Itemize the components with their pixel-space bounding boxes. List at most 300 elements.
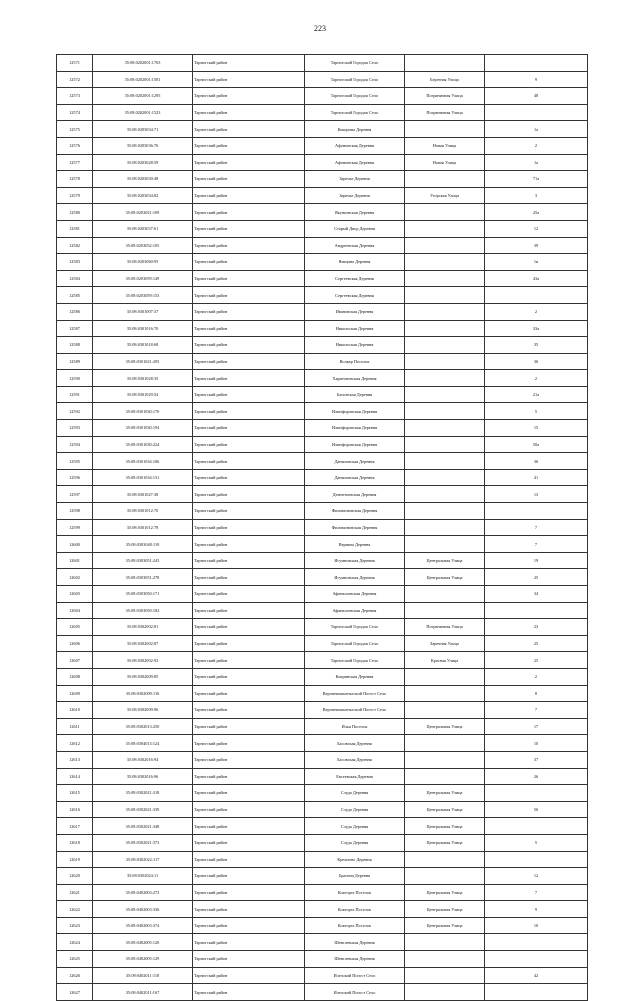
- street-cell: [405, 486, 485, 503]
- house-number-cell: 9: [485, 901, 588, 918]
- house-number-cell: 2: [485, 370, 588, 387]
- cadastral-number-cell: 35:08:0302021:348: [93, 818, 193, 835]
- cadastral-number-cell: 35:08:0301012:78: [93, 519, 193, 536]
- cadastral-number-cell: 35:08:0203059:149: [93, 270, 193, 287]
- table-row: [57, 154, 588, 171]
- house-number-cell: 33а: [485, 320, 588, 337]
- street-cell: [405, 204, 485, 221]
- table-row: [57, 303, 588, 320]
- table-row: [57, 951, 588, 968]
- cadastral-number-cell: 35:08:0402003:273: [93, 884, 193, 901]
- table-row: [57, 55, 588, 72]
- district-cell: Тарногский район: [193, 469, 305, 486]
- table-row: [57, 519, 588, 536]
- street-cell: Центральная Улица: [405, 901, 485, 918]
- cadastral-number-cell: 35:08:0301030:194: [93, 420, 193, 437]
- street-cell: Пограничная Улица: [405, 104, 485, 121]
- row-number-cell: 12588: [57, 337, 93, 354]
- table-row: [57, 785, 588, 802]
- cadastral-number-cell: 35:08:0302021:339: [93, 801, 193, 818]
- cadastral-number-cell: 35:08:0301034:131: [93, 469, 193, 486]
- row-number-cell: 12580: [57, 204, 93, 221]
- table-row: [57, 602, 588, 619]
- row-number-cell: 12612: [57, 735, 93, 752]
- locality-cell: Басовская Деревня: [305, 751, 405, 768]
- district-cell: Тарногский район: [193, 71, 305, 88]
- district-cell: Тарногский район: [193, 171, 305, 188]
- street-cell: Новая Улица: [405, 137, 485, 154]
- row-number-cell: 12573: [57, 88, 93, 105]
- street-cell: Центральная Улица: [405, 552, 485, 569]
- street-cell: [405, 320, 485, 337]
- street-cell: [405, 237, 485, 254]
- cadastral-number-cell: 35:08:0402003:374: [93, 917, 193, 934]
- cadastral-number-cell: 35:08:0302021:373: [93, 834, 193, 851]
- street-cell: [405, 934, 485, 951]
- row-number-cell: 12598: [57, 503, 93, 520]
- district-cell: Тарногский район: [193, 403, 305, 420]
- house-number-cell: 41: [485, 469, 588, 486]
- table-row: [57, 171, 588, 188]
- locality-cell: Слуда Деревня: [305, 801, 405, 818]
- district-cell: Тарногский район: [193, 270, 305, 287]
- locality-cell: Шевелевская Деревня: [305, 934, 405, 951]
- district-cell: Тарногский район: [193, 586, 305, 603]
- house-number-cell: 7: [485, 519, 588, 536]
- table-row: [57, 751, 588, 768]
- cadastral-number-cell: 35:08:0203021:109: [93, 204, 193, 221]
- table-row: [57, 104, 588, 121]
- street-cell: [405, 967, 485, 984]
- row-number-cell: 12601: [57, 552, 93, 569]
- table-row: [57, 187, 588, 204]
- street-cell: [405, 220, 485, 237]
- row-number-cell: 12609: [57, 685, 93, 702]
- district-cell: Тарногский район: [193, 536, 305, 553]
- table-row: [57, 254, 588, 271]
- street-cell: [405, 55, 485, 72]
- row-number-cell: 12590: [57, 370, 93, 387]
- district-cell: Тарногский район: [193, 967, 305, 984]
- street-cell: Пограничная Улица: [405, 88, 485, 105]
- street-cell: [405, 121, 485, 138]
- table-row: [57, 851, 588, 868]
- locality-cell: Сергеевская Деревня: [305, 270, 405, 287]
- row-number-cell: 12578: [57, 171, 93, 188]
- locality-cell: Тарногский Городок Село: [305, 71, 405, 88]
- house-number-cell: 43а: [485, 270, 588, 287]
- row-number-cell: 12575: [57, 121, 93, 138]
- house-number-cell: 2: [485, 137, 588, 154]
- row-number-cell: 12582: [57, 237, 93, 254]
- house-number-cell: [485, 602, 588, 619]
- district-cell: Тарногский район: [193, 353, 305, 370]
- row-number-cell: 12619: [57, 851, 93, 868]
- locality-cell: Верхнекокшеньгский Погост Село: [305, 702, 405, 719]
- locality-cell: Слуда Деревня: [305, 834, 405, 851]
- house-number-cell: 50а: [485, 436, 588, 453]
- row-number-cell: 12587: [57, 320, 93, 337]
- street-cell: [405, 469, 485, 486]
- row-number-cell: 12577: [57, 154, 93, 171]
- locality-cell: Верхнекокшеньгский Погост Село: [305, 685, 405, 702]
- cadastral-number-cell: 35:08:0203059:153: [93, 287, 193, 304]
- district-cell: Тарногский район: [193, 917, 305, 934]
- locality-cell: Заречье Деревня: [305, 171, 405, 188]
- table-row: [57, 503, 588, 520]
- row-number-cell: 12607: [57, 652, 93, 669]
- district-cell: Тарногский район: [193, 287, 305, 304]
- cadastral-number-cell: 35:08:0203060:95: [93, 254, 193, 271]
- street-cell: Заречная Улица: [405, 635, 485, 652]
- street-cell: Березная Улица: [405, 71, 485, 88]
- street-cell: [405, 851, 485, 868]
- district-cell: Тарногский район: [193, 320, 305, 337]
- house-number-cell: 9: [485, 71, 588, 88]
- table-row: [57, 287, 588, 304]
- table-row: [57, 204, 588, 221]
- table-row: [57, 668, 588, 685]
- table-row: [57, 420, 588, 437]
- street-cell: Центральная Улица: [405, 718, 485, 735]
- row-number-cell: 12576: [57, 137, 93, 154]
- locality-cell: Тарногский Городок Село: [305, 88, 405, 105]
- street-cell: [405, 868, 485, 885]
- row-number-cell: 12591: [57, 386, 93, 403]
- house-number-cell: 1а: [485, 154, 588, 171]
- locality-cell: Шевелевская Деревня: [305, 951, 405, 968]
- row-number-cell: 12620: [57, 868, 93, 885]
- locality-cell: Волкар Поселок: [305, 353, 405, 370]
- district-cell: Тарногский район: [193, 751, 305, 768]
- cadastral-number-cell: 35:08:0202001:1581: [93, 71, 193, 88]
- house-number-cell: 2: [485, 303, 588, 320]
- district-cell: Тарногский район: [193, 884, 305, 901]
- street-cell: [405, 951, 485, 968]
- house-number-cell: 2: [485, 668, 588, 685]
- street-cell: [405, 270, 485, 287]
- table-row: [57, 320, 588, 337]
- table-row: [57, 934, 588, 951]
- locality-cell: Дементьевская Деревня: [305, 486, 405, 503]
- row-number-cell: 12617: [57, 818, 93, 835]
- district-cell: Тарногский район: [193, 735, 305, 752]
- district-cell: Тарногский район: [193, 55, 305, 72]
- street-cell: [405, 668, 485, 685]
- cadastral-number-cell: 35:08:0203052:105: [93, 237, 193, 254]
- locality-cell: Тарногский Городок Село: [305, 635, 405, 652]
- house-number-cell: 5: [485, 403, 588, 420]
- row-number-cell: 12585: [57, 287, 93, 304]
- locality-cell: Слуда Деревня: [305, 818, 405, 835]
- address-registry-table: [56, 54, 588, 1001]
- row-number-cell: 12599: [57, 519, 93, 536]
- row-number-cell: 12584: [57, 270, 93, 287]
- locality-cell: Илинфоровская Деревня: [305, 436, 405, 453]
- cadastral-number-cell: 35:08:0402003:336: [93, 901, 193, 918]
- cadastral-number-cell: 35:08:0402005:129: [93, 951, 193, 968]
- cadastral-number-cell: 35:08:0302009:116: [93, 685, 193, 702]
- locality-cell: Афанасьевская Деревня: [305, 602, 405, 619]
- row-number-cell: 12600: [57, 536, 93, 553]
- row-number-cell: 12614: [57, 768, 93, 785]
- cadastral-number-cell: 35:08:0303050:182: [93, 602, 193, 619]
- page-number: 223: [314, 24, 326, 33]
- table-row: [57, 619, 588, 636]
- street-cell: [405, 602, 485, 619]
- cadastral-number-cell: 35:08:0303048:110: [93, 536, 193, 553]
- row-number-cell: 12627: [57, 984, 93, 1001]
- house-number-cell: [485, 934, 588, 951]
- locality-cell: Даниловская Деревня: [305, 453, 405, 470]
- house-number-cell: 36: [485, 353, 588, 370]
- row-number-cell: 12616: [57, 801, 93, 818]
- house-number-cell: 25: [485, 652, 588, 669]
- cadastral-number-cell: 35:08:0202001:1523: [93, 104, 193, 121]
- locality-cell: Филимоновская Деревня: [305, 503, 405, 520]
- street-cell: Красная Улица: [405, 652, 485, 669]
- street-cell: [405, 403, 485, 420]
- locality-cell: Тарногский Городок Село: [305, 619, 405, 636]
- table-row: [57, 901, 588, 918]
- row-number-cell: 12615: [57, 785, 93, 802]
- cadastral-number-cell: 35:08:0402011:118: [93, 967, 193, 984]
- street-cell: Центральная Улица: [405, 884, 485, 901]
- row-number-cell: 12618: [57, 834, 93, 851]
- row-number-cell: 12608: [57, 668, 93, 685]
- cadastral-number-cell: 35:08:0301012:70: [93, 503, 193, 520]
- house-number-cell: 19: [485, 552, 588, 569]
- house-number-cell: [485, 104, 588, 121]
- street-cell: [405, 420, 485, 437]
- cadastral-number-cell: 35:08:0303050:171: [93, 586, 193, 603]
- district-cell: Тарногский район: [193, 486, 305, 503]
- house-number-cell: 10: [485, 735, 588, 752]
- district-cell: Тарногский район: [193, 420, 305, 437]
- district-cell: Тарногский район: [193, 104, 305, 121]
- street-cell: [405, 436, 485, 453]
- house-number-cell: [485, 818, 588, 835]
- street-cell: Центральная Улица: [405, 785, 485, 802]
- street-cell: Угорская Улица: [405, 187, 485, 204]
- row-number-cell: 12571: [57, 55, 93, 72]
- table-row: [57, 403, 588, 420]
- row-number-cell: 12603: [57, 586, 93, 603]
- row-number-cell: 12594: [57, 436, 93, 453]
- house-number-cell: 25а: [485, 204, 588, 221]
- row-number-cell: 12602: [57, 569, 93, 586]
- district-cell: Тарногский район: [193, 552, 305, 569]
- row-number-cell: 12613: [57, 751, 93, 768]
- locality-cell: Кремлево Деревня: [305, 851, 405, 868]
- table-row: [57, 353, 588, 370]
- house-number-cell: 3: [485, 187, 588, 204]
- row-number-cell: 12586: [57, 303, 93, 320]
- district-cell: Тарногский район: [193, 801, 305, 818]
- house-number-cell: 36: [485, 453, 588, 470]
- district-cell: Тарногский район: [193, 602, 305, 619]
- cadastral-number-cell: 35:08:0203030:48: [93, 171, 193, 188]
- table-row: [57, 337, 588, 354]
- district-cell: Тарногский район: [193, 619, 305, 636]
- district-cell: Тарногский район: [193, 453, 305, 470]
- district-cell: Тарногский район: [193, 718, 305, 735]
- street-cell: [405, 586, 485, 603]
- district-cell: Тарногский район: [193, 818, 305, 835]
- table-row: [57, 486, 588, 503]
- row-number-cell: 12589: [57, 353, 93, 370]
- table-row: [57, 137, 588, 154]
- locality-cell: Кокорина Деревня: [305, 121, 405, 138]
- row-number-cell: 12611: [57, 718, 93, 735]
- cadastral-number-cell: 35:08:0303051:278: [93, 569, 193, 586]
- row-number-cell: 12579: [57, 187, 93, 204]
- locality-cell: Кокторга Поселок: [305, 884, 405, 901]
- locality-cell: Афонинская Деревня: [305, 154, 405, 171]
- street-cell: Новая Улица: [405, 154, 485, 171]
- house-number-cell: 15: [485, 420, 588, 437]
- house-number-cell: 71а: [485, 171, 588, 188]
- house-number-cell: 5: [485, 834, 588, 851]
- district-cell: Тарногский район: [193, 254, 305, 271]
- district-cell: Тарногский район: [193, 934, 305, 951]
- district-cell: Тарногский район: [193, 337, 305, 354]
- locality-cell: Афонинская Деревня: [305, 137, 405, 154]
- street-cell: [405, 171, 485, 188]
- house-number-cell: [485, 984, 588, 1001]
- street-cell: [405, 768, 485, 785]
- district-cell: Тарногский район: [193, 901, 305, 918]
- locality-cell: Ивановская Деревня: [305, 303, 405, 320]
- street-cell: [405, 303, 485, 320]
- locality-cell: Кокторга Поселок: [305, 901, 405, 918]
- district-cell: Тарногский район: [193, 834, 305, 851]
- house-number-cell: [485, 951, 588, 968]
- table-row: [57, 834, 588, 851]
- row-number-cell: 12621: [57, 884, 93, 901]
- locality-cell: Илья Поселок: [305, 718, 405, 735]
- locality-cell: Евсеевская Деревня: [305, 768, 405, 785]
- locality-cell: Сергеевская Деревня: [305, 287, 405, 304]
- district-cell: Тарногский район: [193, 702, 305, 719]
- table-row: [57, 71, 588, 88]
- table-body: [57, 55, 588, 1001]
- row-number-cell: 12595: [57, 453, 93, 470]
- table-row: [57, 386, 588, 403]
- cadastral-number-cell: 35:08:0402005:120: [93, 934, 193, 951]
- cadastral-number-cell: 35:08:0302002:92: [93, 652, 193, 669]
- locality-cell: Тарногский Городок Село: [305, 104, 405, 121]
- locality-cell: Кокторга Поселок: [305, 917, 405, 934]
- row-number-cell: 12605: [57, 619, 93, 636]
- locality-cell: Тарногский Городок Село: [305, 652, 405, 669]
- house-number-cell: 1а: [485, 121, 588, 138]
- table-row: [57, 801, 588, 818]
- district-cell: Тарногский район: [193, 951, 305, 968]
- district-cell: Тарногский район: [193, 984, 305, 1001]
- table-row: [57, 685, 588, 702]
- house-number-cell: 42: [485, 967, 588, 984]
- cadastral-number-cell: 35:08:0302009:96: [93, 702, 193, 719]
- table-row: [57, 88, 588, 105]
- cadastral-number-cell: 35:08:0301030:170: [93, 403, 193, 420]
- cadastral-number-cell: 35:08:0301007:37: [93, 303, 193, 320]
- row-number-cell: 12604: [57, 602, 93, 619]
- cadastral-number-cell: 35:08:0301029:54: [93, 386, 193, 403]
- table-row: [57, 884, 588, 901]
- locality-cell: Илинфоровская Деревня: [305, 403, 405, 420]
- district-cell: Тарногский район: [193, 851, 305, 868]
- table-row: [57, 586, 588, 603]
- locality-cell: Афанасьевская Деревня: [305, 586, 405, 603]
- district-cell: Тарногский район: [193, 237, 305, 254]
- table-row: [57, 718, 588, 735]
- cadastral-number-cell: 35:08:0302009:85: [93, 668, 193, 685]
- house-number-cell: 26: [485, 768, 588, 785]
- house-number-cell: 7: [485, 884, 588, 901]
- cadastral-number-cell: 35:08:0304013:124: [93, 735, 193, 752]
- locality-cell: Басовская Деревня: [305, 735, 405, 752]
- house-number-cell: 56: [485, 801, 588, 818]
- district-cell: Тарногский район: [193, 121, 305, 138]
- district-cell: Тарногский район: [193, 668, 305, 685]
- table-row: [57, 635, 588, 652]
- table-row: [57, 121, 588, 138]
- cadastral-number-cell: 35:08:0301021:205: [93, 353, 193, 370]
- table-row: [57, 868, 588, 885]
- cadastral-number-cell: 35:08:0203036:76: [93, 137, 193, 154]
- cadastral-number-cell: 35:08:0302016:94: [93, 751, 193, 768]
- house-number-cell: 10: [485, 917, 588, 934]
- district-cell: Тарногский район: [193, 785, 305, 802]
- district-cell: Тарногский район: [193, 519, 305, 536]
- house-number-cell: 7: [485, 702, 588, 719]
- district-cell: Тарногский район: [193, 503, 305, 520]
- district-cell: Тарногский район: [193, 137, 305, 154]
- house-number-cell: [485, 851, 588, 868]
- row-number-cell: 12592: [57, 403, 93, 420]
- table-row: [57, 469, 588, 486]
- locality-cell: Верняча Деревня: [305, 536, 405, 553]
- locality-cell: Ямщина Деревня: [305, 254, 405, 271]
- table-row: [57, 220, 588, 237]
- locality-cell: Игумновская Деревня: [305, 569, 405, 586]
- table-row: [57, 453, 588, 470]
- district-cell: Тарногский район: [193, 652, 305, 669]
- table-row: [57, 370, 588, 387]
- street-cell: [405, 386, 485, 403]
- table-row: [57, 818, 588, 835]
- cadastral-number-cell: 35:08:0302002:87: [93, 635, 193, 652]
- street-cell: [405, 254, 485, 271]
- locality-cell: Брагина Деревня: [305, 868, 405, 885]
- house-number-cell: 23: [485, 619, 588, 636]
- locality-cell: Заречье Деревня: [305, 187, 405, 204]
- row-number-cell: 12606: [57, 635, 93, 652]
- cadastral-number-cell: 35:08:0302016:96: [93, 768, 193, 785]
- district-cell: Тарногский район: [193, 569, 305, 586]
- locality-cell: Филимоновская Деревня: [305, 519, 405, 536]
- row-number-cell: 12624: [57, 934, 93, 951]
- street-cell: [405, 337, 485, 354]
- locality-cell: Старый Двор Деревня: [305, 220, 405, 237]
- house-number-cell: 25: [485, 635, 588, 652]
- street-cell: Центральная Улица: [405, 818, 485, 835]
- cadastral-number-cell: 35:08:0302024:11: [93, 868, 193, 885]
- street-cell: [405, 519, 485, 536]
- table-row: [57, 652, 588, 669]
- table-row: [57, 270, 588, 287]
